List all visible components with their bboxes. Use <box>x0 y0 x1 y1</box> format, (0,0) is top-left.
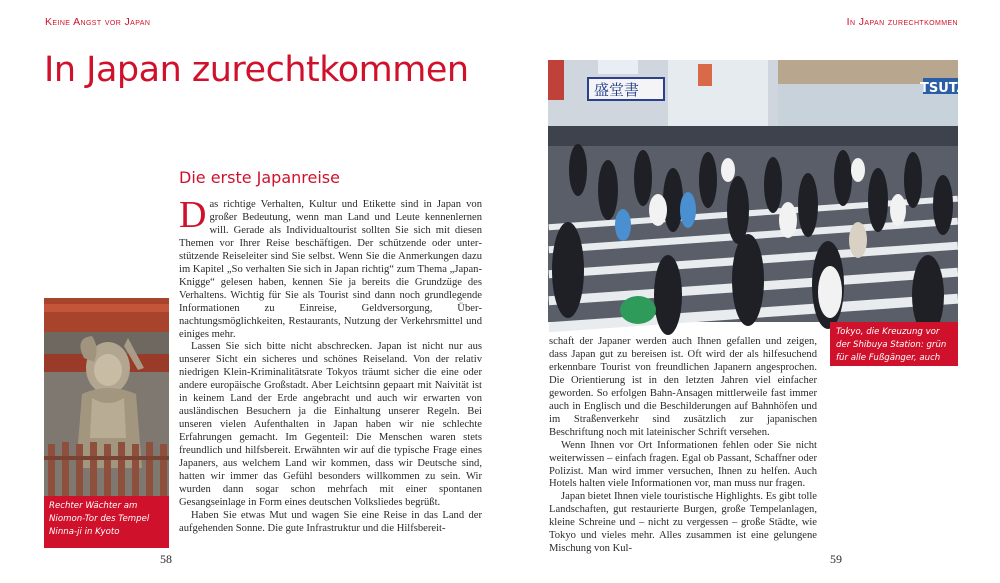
paragraph-1: Das richtige Verhalten, Kultur und Etikette sind in Japan von großer Bedeutung, wenn man Land und Leute kennenlernen will. Gerade als Individualtourist sollten Sie sich mit diesen Themen vor Ihrer Reise beschäftigen. Der schützende oder unterstützende Reiseleiter sind Sie selbst. Wenn Sie die Anmerkungen dazu im Kapitel „So verhalten Sie sich in Japan richtig“ zum Thema „Japan-Knigge“ gelesen haben, kennen Sie ja bereits die Grundzüge des Verhaltens. Wichtig für Sie als Tourist sind dann noch grundlegende Informationen zu Einreise, Geldversorgung, Übernachtungsmöglichkeiten, Restaurants, Nutzung der Verkehrsmittel und einiges mehr. <box>179 194 482 340</box>
photo-caption-left: Rechter Wächter am Niomon-Tor des Tempel Ninna-ji in Kyoto <box>44 496 169 548</box>
paragraph-3: Haben Sie etwas Mut und wagen Sie eine Reise in das Land der aufgehenden Sonne. Die gute Infrastruktur und die Hilfsbereit- <box>179 509 482 534</box>
page-number-left: 58 <box>160 552 172 566</box>
paragraph-4: schaft der Japaner werden auch Ihnen gefallen und zeigen, dass Japan gut zu bereisen ist. Oft wird der als hilfesuchend erkennbare Tourist von freundlichen Japanern angesprochen. Die Orientierung ist in den letzten Jahren viel einfacher geworden. So erfolgen Bahn-Ansagen mittlerweile fast immer auch in Englisch und die Beschilderungen auf Bahnhöfen und im Straßenverkehr sind zusätzlich zur japanischen Beschriftung noch mit lateinischer Schrift versehen. <box>549 336 817 438</box>
left-body-text <box>179 194 482 536</box>
bookstore-sign: 盛堂書 <box>594 81 640 99</box>
paragraph-5: Wenn Ihnen vor Ort Informationen fehlen oder Sie nicht weiterwissen – einfach fragen. Egal ob Passant, Schaffner oder Polizist. Man wird immer versuchen, Ihnen zu helfen. Auch Hotels halten viele Informationen vor, man muss nur fragen. <box>549 439 817 490</box>
paragraph-2: Lassen Sie sich bitte nicht abschrecken. Japan ist nicht nur aus unserer Sicht ein sicheres und schönes Reiseland. Von der relativ niedrigen Klein-Kriminalitätsrate Tokyos träumt sicher die eine oder andere europäische Großstadt. Aber Leichtsinn gepaart mit Naivität ist in keinem Land der Erde angebracht und auch wir erwarten von ausländischen Besuchern ja die Einhaltung unserer Regeln. Bei unseren vielen Aufenthalten in Japan haben wir nie schlechte Erfahrungen gemacht. Im Gegenteil: Die Menschen waren stets freundlich und hilfsbereit. Erwähnten wir auf die typische Frage eines Japaners, aus welchem Land wir kommen, dass wir Deutsche sind, hatten wir immer das Gefühl besonders willkommen zu sein. Wir wurden dann sogar schon mehrfach mit einer spontanen Gesangseinlage in Form eines deutschen Volksliedes begrüßt. <box>179 341 482 508</box>
photo-caption-right: Tokyo, die Kreuzung vor der Shibuya Station: grün für alle Fußgänger, auch diagonal <box>830 322 958 366</box>
running-head-left: Keine Angst vor Japan <box>45 16 151 28</box>
chapter-title: In Japan zurechtkommen <box>44 50 469 90</box>
running-head-right: In Japan zurechtkommen <box>846 16 958 28</box>
paragraph-6: Japan bietet Ihnen viele touristische Highlights. Es gibt tolle Landschaften, gut restaurierte Burgen, große Tempelanlagen, kleine Schreine und – nicht zu vergessen – große Städte, wie Tokyo und vieles mehr. Alles zusammen ist eine gelungene Mischung von Kul- <box>549 491 817 555</box>
temple-guardian-photo <box>44 298 169 496</box>
shibuya-crossing-photo <box>548 60 967 322</box>
tsutaya-sign: TSUTA <box>920 81 967 96</box>
section-title: Die erste Japanreise <box>179 168 340 187</box>
right-body-text <box>549 336 817 556</box>
page-number-right: 59 <box>830 552 842 566</box>
drop-cap: D <box>179 194 207 236</box>
